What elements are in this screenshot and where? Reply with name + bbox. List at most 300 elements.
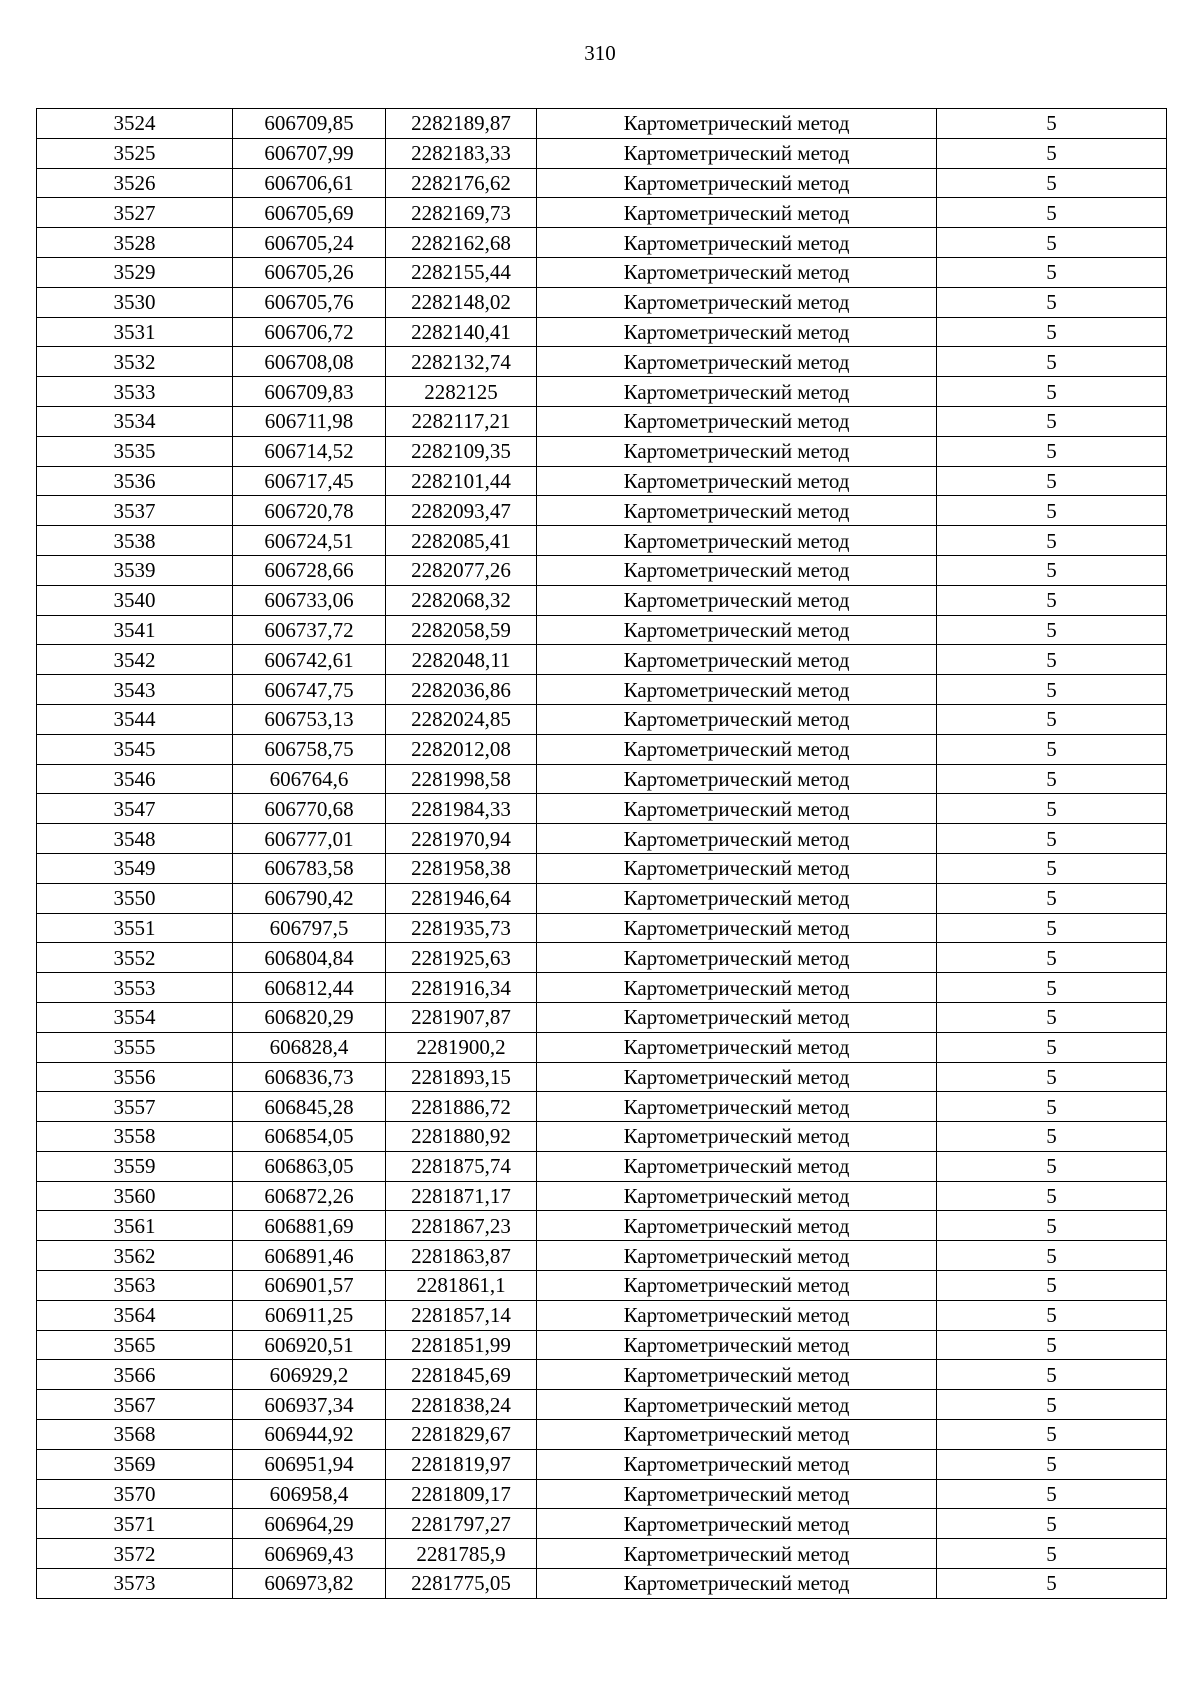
- table-row: [37, 1092, 1167, 1122]
- method-cell: Картометрический метод: [537, 168, 937, 198]
- x-coordinate-cell: 606872,26: [233, 1181, 386, 1211]
- x-coordinate-cell: 606958,4: [233, 1479, 386, 1509]
- accuracy-cell: 5: [937, 406, 1167, 436]
- accuracy-cell: 5: [937, 943, 1167, 973]
- point-number-cell: 3572: [37, 1539, 233, 1569]
- table-row: [37, 615, 1167, 645]
- x-coordinate-cell: 606707,99: [233, 138, 386, 168]
- accuracy-cell: 5: [937, 824, 1167, 854]
- point-number-cell: 3544: [37, 704, 233, 734]
- x-coordinate-cell: 606951,94: [233, 1449, 386, 1479]
- accuracy-cell: 5: [937, 1390, 1167, 1420]
- table-row: [37, 824, 1167, 854]
- point-number-cell: 3529: [37, 257, 233, 287]
- method-cell: Картометрический метод: [537, 436, 937, 466]
- y-coordinate-cell: 2281863,87: [386, 1241, 537, 1271]
- method-cell: Картометрический метод: [537, 109, 937, 139]
- point-number-cell: 3553: [37, 973, 233, 1003]
- table-row: [37, 436, 1167, 466]
- point-number-cell: 3549: [37, 853, 233, 883]
- accuracy-cell: 5: [937, 377, 1167, 407]
- method-cell: Картометрический метод: [537, 883, 937, 913]
- accuracy-cell: 5: [937, 1330, 1167, 1360]
- table-row: [37, 1479, 1167, 1509]
- y-coordinate-cell: 2281838,24: [386, 1390, 537, 1420]
- point-number-cell: 3551: [37, 913, 233, 943]
- method-cell: Картометрический метод: [537, 1271, 937, 1301]
- table-row: [37, 734, 1167, 764]
- y-coordinate-cell: 2281809,17: [386, 1479, 537, 1509]
- point-number-cell: 3540: [37, 585, 233, 615]
- accuracy-cell: 5: [937, 1360, 1167, 1390]
- point-number-cell: 3542: [37, 645, 233, 675]
- x-coordinate-cell: 606777,01: [233, 824, 386, 854]
- x-coordinate-cell: 606845,28: [233, 1092, 386, 1122]
- accuracy-cell: 5: [937, 1002, 1167, 1032]
- method-cell: Картометрический метод: [537, 1062, 937, 1092]
- x-coordinate-cell: 606863,05: [233, 1151, 386, 1181]
- x-coordinate-cell: 606737,72: [233, 615, 386, 645]
- table-row: [37, 675, 1167, 705]
- x-coordinate-cell: 606706,72: [233, 317, 386, 347]
- method-cell: Картометрический метод: [537, 377, 937, 407]
- point-number-cell: 3569: [37, 1449, 233, 1479]
- table-row: [37, 1360, 1167, 1390]
- method-cell: Картометрический метод: [537, 645, 937, 675]
- point-number-cell: 3539: [37, 555, 233, 585]
- table-row: [37, 1002, 1167, 1032]
- x-coordinate-cell: 606709,85: [233, 109, 386, 139]
- method-cell: Картометрический метод: [537, 138, 937, 168]
- method-cell: Картометрический метод: [537, 555, 937, 585]
- x-coordinate-cell: 606797,5: [233, 913, 386, 943]
- method-cell: Картометрический метод: [537, 794, 937, 824]
- method-cell: Картометрический метод: [537, 973, 937, 1003]
- method-cell: Картометрический метод: [537, 913, 937, 943]
- point-number-cell: 3526: [37, 168, 233, 198]
- y-coordinate-cell: 2282140,41: [386, 317, 537, 347]
- x-coordinate-cell: 606964,29: [233, 1509, 386, 1539]
- point-number-cell: 3535: [37, 436, 233, 466]
- accuracy-cell: 5: [937, 853, 1167, 883]
- table-row: [37, 853, 1167, 883]
- point-number-cell: 3565: [37, 1330, 233, 1360]
- point-number-cell: 3558: [37, 1122, 233, 1152]
- table-row: [37, 347, 1167, 377]
- x-coordinate-cell: 606708,08: [233, 347, 386, 377]
- x-coordinate-cell: 606770,68: [233, 794, 386, 824]
- x-coordinate-cell: 606891,46: [233, 1241, 386, 1271]
- point-number-cell: 3525: [37, 138, 233, 168]
- accuracy-cell: 5: [937, 1300, 1167, 1330]
- point-number-cell: 3532: [37, 347, 233, 377]
- table-row: [37, 526, 1167, 556]
- accuracy-cell: 5: [937, 1211, 1167, 1241]
- page-number: 310: [584, 41, 616, 65]
- y-coordinate-cell: 2281861,1: [386, 1271, 537, 1301]
- table-row: [37, 1420, 1167, 1450]
- x-coordinate-cell: 606753,13: [233, 704, 386, 734]
- y-coordinate-cell: 2282077,26: [386, 555, 537, 585]
- point-number-cell: 3547: [37, 794, 233, 824]
- table-row: [37, 198, 1167, 228]
- method-cell: Картометрический метод: [537, 1539, 937, 1569]
- x-coordinate-cell: 606724,51: [233, 526, 386, 556]
- method-cell: Картометрический метод: [537, 1032, 937, 1062]
- accuracy-cell: 5: [937, 1032, 1167, 1062]
- table-row: [37, 704, 1167, 734]
- accuracy-cell: 5: [937, 1420, 1167, 1450]
- x-coordinate-cell: 606929,2: [233, 1360, 386, 1390]
- table-row: [37, 1122, 1167, 1152]
- table-row: [37, 287, 1167, 317]
- table-row: [37, 109, 1167, 139]
- y-coordinate-cell: 2282155,44: [386, 257, 537, 287]
- y-coordinate-cell: 2281857,14: [386, 1300, 537, 1330]
- method-cell: Картометрический метод: [537, 675, 937, 705]
- table-row: [37, 1241, 1167, 1271]
- accuracy-cell: 5: [937, 883, 1167, 913]
- table-row: [37, 1390, 1167, 1420]
- accuracy-cell: 5: [937, 794, 1167, 824]
- x-coordinate-cell: 606747,75: [233, 675, 386, 705]
- point-number-cell: 3548: [37, 824, 233, 854]
- point-number-cell: 3571: [37, 1509, 233, 1539]
- method-cell: Картометрический метод: [537, 198, 937, 228]
- accuracy-cell: 5: [937, 1539, 1167, 1569]
- accuracy-cell: 5: [937, 347, 1167, 377]
- y-coordinate-cell: 2281970,94: [386, 824, 537, 854]
- y-coordinate-cell: 2282036,86: [386, 675, 537, 705]
- accuracy-cell: 5: [937, 973, 1167, 1003]
- method-cell: Картометрический метод: [537, 317, 937, 347]
- table-row: [37, 913, 1167, 943]
- method-cell: Картометрический метод: [537, 824, 937, 854]
- accuracy-cell: 5: [937, 555, 1167, 585]
- y-coordinate-cell: 2282024,85: [386, 704, 537, 734]
- table-row: [37, 1569, 1167, 1599]
- method-cell: Картометрический метод: [537, 764, 937, 794]
- table-row: [37, 1062, 1167, 1092]
- method-cell: Картометрический метод: [537, 1330, 937, 1360]
- point-number-cell: 3559: [37, 1151, 233, 1181]
- point-number-cell: 3554: [37, 1002, 233, 1032]
- x-coordinate-cell: 606881,69: [233, 1211, 386, 1241]
- y-coordinate-cell: 2281958,38: [386, 853, 537, 883]
- y-coordinate-cell: 2282176,62: [386, 168, 537, 198]
- x-coordinate-cell: 606973,82: [233, 1569, 386, 1599]
- point-number-cell: 3531: [37, 317, 233, 347]
- point-number-cell: 3530: [37, 287, 233, 317]
- y-coordinate-cell: 2281893,15: [386, 1062, 537, 1092]
- x-coordinate-cell: 606706,61: [233, 168, 386, 198]
- y-coordinate-cell: 2281886,72: [386, 1092, 537, 1122]
- y-coordinate-cell: 2282058,59: [386, 615, 537, 645]
- table-row: [37, 377, 1167, 407]
- y-coordinate-cell: 2282189,87: [386, 109, 537, 139]
- point-number-cell: 3536: [37, 466, 233, 496]
- table-row: [37, 496, 1167, 526]
- accuracy-cell: 5: [937, 436, 1167, 466]
- accuracy-cell: 5: [937, 287, 1167, 317]
- accuracy-cell: 5: [937, 496, 1167, 526]
- accuracy-cell: 5: [937, 228, 1167, 258]
- method-cell: Картометрический метод: [537, 1569, 937, 1599]
- y-coordinate-cell: 2281875,74: [386, 1151, 537, 1181]
- method-cell: Картометрический метод: [537, 287, 937, 317]
- point-number-cell: 3533: [37, 377, 233, 407]
- x-coordinate-cell: 606714,52: [233, 436, 386, 466]
- accuracy-cell: 5: [937, 198, 1167, 228]
- x-coordinate-cell: 606758,75: [233, 734, 386, 764]
- y-coordinate-cell: 2282132,74: [386, 347, 537, 377]
- table-row: [37, 794, 1167, 824]
- x-coordinate-cell: 606790,42: [233, 883, 386, 913]
- method-cell: Картометрический метод: [537, 1122, 937, 1152]
- table-row: [37, 1151, 1167, 1181]
- y-coordinate-cell: 2282068,32: [386, 585, 537, 615]
- coordinates-table-body: [37, 109, 1167, 1599]
- accuracy-cell: 5: [937, 734, 1167, 764]
- x-coordinate-cell: 606901,57: [233, 1271, 386, 1301]
- method-cell: Картометрический метод: [537, 1002, 937, 1032]
- table-row: [37, 257, 1167, 287]
- table-row: [37, 1330, 1167, 1360]
- point-number-cell: 3543: [37, 675, 233, 705]
- x-coordinate-cell: 606836,73: [233, 1062, 386, 1092]
- x-coordinate-cell: 606944,92: [233, 1420, 386, 1450]
- accuracy-cell: 5: [937, 1092, 1167, 1122]
- method-cell: Картометрический метод: [537, 526, 937, 556]
- table-row: [37, 1449, 1167, 1479]
- y-coordinate-cell: 2282048,11: [386, 645, 537, 675]
- method-cell: Картометрический метод: [537, 466, 937, 496]
- accuracy-cell: 5: [937, 704, 1167, 734]
- point-number-cell: 3566: [37, 1360, 233, 1390]
- y-coordinate-cell: 2281907,87: [386, 1002, 537, 1032]
- table-row: [37, 1211, 1167, 1241]
- point-number-cell: 3545: [37, 734, 233, 764]
- method-cell: Картометрический метод: [537, 1151, 937, 1181]
- table-row: [37, 943, 1167, 973]
- y-coordinate-cell: 2281880,92: [386, 1122, 537, 1152]
- y-coordinate-cell: 2281871,17: [386, 1181, 537, 1211]
- y-coordinate-cell: 2282085,41: [386, 526, 537, 556]
- accuracy-cell: 5: [937, 1449, 1167, 1479]
- method-cell: Картометрический метод: [537, 853, 937, 883]
- x-coordinate-cell: 606728,66: [233, 555, 386, 585]
- x-coordinate-cell: 606705,26: [233, 257, 386, 287]
- accuracy-cell: 5: [937, 1569, 1167, 1599]
- point-number-cell: 3537: [37, 496, 233, 526]
- table-row: [37, 317, 1167, 347]
- table-row: [37, 228, 1167, 258]
- x-coordinate-cell: 606742,61: [233, 645, 386, 675]
- table-row: [37, 645, 1167, 675]
- accuracy-cell: 5: [937, 1241, 1167, 1271]
- method-cell: Картометрический метод: [537, 1181, 937, 1211]
- point-number-cell: 3561: [37, 1211, 233, 1241]
- method-cell: Картометрический метод: [537, 1390, 937, 1420]
- accuracy-cell: 5: [937, 645, 1167, 675]
- point-number-cell: 3538: [37, 526, 233, 556]
- y-coordinate-cell: 2281984,33: [386, 794, 537, 824]
- accuracy-cell: 5: [937, 1151, 1167, 1181]
- y-coordinate-cell: 2282117,21: [386, 406, 537, 436]
- method-cell: Картометрический метод: [537, 1479, 937, 1509]
- y-coordinate-cell: 2281916,34: [386, 973, 537, 1003]
- y-coordinate-cell: 2281785,9: [386, 1539, 537, 1569]
- y-coordinate-cell: 2282101,44: [386, 466, 537, 496]
- accuracy-cell: 5: [937, 913, 1167, 943]
- accuracy-cell: 5: [937, 764, 1167, 794]
- point-number-cell: 3570: [37, 1479, 233, 1509]
- x-coordinate-cell: 606711,98: [233, 406, 386, 436]
- x-coordinate-cell: 606705,76: [233, 287, 386, 317]
- point-number-cell: 3541: [37, 615, 233, 645]
- method-cell: Картометрический метод: [537, 347, 937, 377]
- y-coordinate-cell: 2281829,67: [386, 1420, 537, 1450]
- method-cell: Картометрический метод: [537, 704, 937, 734]
- x-coordinate-cell: 606783,58: [233, 853, 386, 883]
- x-coordinate-cell: 606733,06: [233, 585, 386, 615]
- table-row: [37, 973, 1167, 1003]
- method-cell: Картометрический метод: [537, 496, 937, 526]
- y-coordinate-cell: 2281925,63: [386, 943, 537, 973]
- method-cell: Картометрический метод: [537, 228, 937, 258]
- table-row: [37, 1300, 1167, 1330]
- y-coordinate-cell: 2281900,2: [386, 1032, 537, 1062]
- table-row: [37, 883, 1167, 913]
- y-coordinate-cell: 2281998,58: [386, 764, 537, 794]
- y-coordinate-cell: 2281797,27: [386, 1509, 537, 1539]
- accuracy-cell: 5: [937, 138, 1167, 168]
- x-coordinate-cell: 606854,05: [233, 1122, 386, 1152]
- point-number-cell: 3546: [37, 764, 233, 794]
- point-number-cell: 3556: [37, 1062, 233, 1092]
- accuracy-cell: 5: [937, 526, 1167, 556]
- point-number-cell: 3560: [37, 1181, 233, 1211]
- x-coordinate-cell: 606764,6: [233, 764, 386, 794]
- table-row: [37, 585, 1167, 615]
- method-cell: Картометрический метод: [537, 1211, 937, 1241]
- method-cell: Картометрический метод: [537, 585, 937, 615]
- accuracy-cell: 5: [937, 317, 1167, 347]
- method-cell: Картометрический метод: [537, 1509, 937, 1539]
- accuracy-cell: 5: [937, 675, 1167, 705]
- point-number-cell: 3563: [37, 1271, 233, 1301]
- method-cell: Картометрический метод: [537, 1300, 937, 1330]
- point-number-cell: 3552: [37, 943, 233, 973]
- method-cell: Картометрический метод: [537, 406, 937, 436]
- method-cell: Картометрический метод: [537, 1092, 937, 1122]
- x-coordinate-cell: 606812,44: [233, 973, 386, 1003]
- x-coordinate-cell: 606717,45: [233, 466, 386, 496]
- table-row: [37, 138, 1167, 168]
- method-cell: Картометрический метод: [537, 615, 937, 645]
- accuracy-cell: 5: [937, 109, 1167, 139]
- accuracy-cell: 5: [937, 1062, 1167, 1092]
- point-number-cell: 3534: [37, 406, 233, 436]
- table-row: [37, 1032, 1167, 1062]
- x-coordinate-cell: 606705,69: [233, 198, 386, 228]
- x-coordinate-cell: 606820,29: [233, 1002, 386, 1032]
- accuracy-cell: 5: [937, 1271, 1167, 1301]
- x-coordinate-cell: 606709,83: [233, 377, 386, 407]
- table-row: [37, 1181, 1167, 1211]
- table-row: [37, 555, 1167, 585]
- point-number-cell: 3568: [37, 1420, 233, 1450]
- point-number-cell: 3567: [37, 1390, 233, 1420]
- y-coordinate-cell: 2282162,68: [386, 228, 537, 258]
- x-coordinate-cell: 606705,24: [233, 228, 386, 258]
- method-cell: Картометрический метод: [537, 734, 937, 764]
- accuracy-cell: 5: [937, 1509, 1167, 1539]
- point-number-cell: 3573: [37, 1569, 233, 1599]
- point-number-cell: 3557: [37, 1092, 233, 1122]
- y-coordinate-cell: 2281935,73: [386, 913, 537, 943]
- accuracy-cell: 5: [937, 615, 1167, 645]
- y-coordinate-cell: 2281851,99: [386, 1330, 537, 1360]
- x-coordinate-cell: 606828,4: [233, 1032, 386, 1062]
- y-coordinate-cell: 2282183,33: [386, 138, 537, 168]
- table-row: [37, 1539, 1167, 1569]
- y-coordinate-cell: 2281845,69: [386, 1360, 537, 1390]
- y-coordinate-cell: 2281946,64: [386, 883, 537, 913]
- y-coordinate-cell: 2281867,23: [386, 1211, 537, 1241]
- x-coordinate-cell: 606920,51: [233, 1330, 386, 1360]
- accuracy-cell: 5: [937, 257, 1167, 287]
- point-number-cell: 3562: [37, 1241, 233, 1271]
- accuracy-cell: 5: [937, 1122, 1167, 1152]
- x-coordinate-cell: 606911,25: [233, 1300, 386, 1330]
- method-cell: Картометрический метод: [537, 1420, 937, 1450]
- table-row: [37, 466, 1167, 496]
- point-number-cell: 3564: [37, 1300, 233, 1330]
- accuracy-cell: 5: [937, 1479, 1167, 1509]
- y-coordinate-cell: 2282148,02: [386, 287, 537, 317]
- method-cell: Картометрический метод: [537, 257, 937, 287]
- y-coordinate-cell: 2282109,35: [386, 436, 537, 466]
- method-cell: Картометрический метод: [537, 943, 937, 973]
- accuracy-cell: 5: [937, 1181, 1167, 1211]
- y-coordinate-cell: 2282093,47: [386, 496, 537, 526]
- point-number-cell: 3527: [37, 198, 233, 228]
- y-coordinate-cell: 2281775,05: [386, 1569, 537, 1599]
- point-number-cell: 3550: [37, 883, 233, 913]
- table-row: [37, 1271, 1167, 1301]
- method-cell: Картометрический метод: [537, 1241, 937, 1271]
- accuracy-cell: 5: [937, 466, 1167, 496]
- y-coordinate-cell: 2282125: [386, 377, 537, 407]
- x-coordinate-cell: 606937,34: [233, 1390, 386, 1420]
- y-coordinate-cell: 2281819,97: [386, 1449, 537, 1479]
- point-number-cell: 3524: [37, 109, 233, 139]
- table-row: [37, 168, 1167, 198]
- point-number-cell: 3555: [37, 1032, 233, 1062]
- y-coordinate-cell: 2282012,08: [386, 734, 537, 764]
- table-row: [37, 764, 1167, 794]
- coordinates-table: [36, 108, 1167, 1599]
- method-cell: Картометрический метод: [537, 1360, 937, 1390]
- table-row: [37, 406, 1167, 436]
- accuracy-cell: 5: [937, 585, 1167, 615]
- method-cell: Картометрический метод: [537, 1449, 937, 1479]
- x-coordinate-cell: 606720,78: [233, 496, 386, 526]
- x-coordinate-cell: 606969,43: [233, 1539, 386, 1569]
- table-row: [37, 1509, 1167, 1539]
- point-number-cell: 3528: [37, 228, 233, 258]
